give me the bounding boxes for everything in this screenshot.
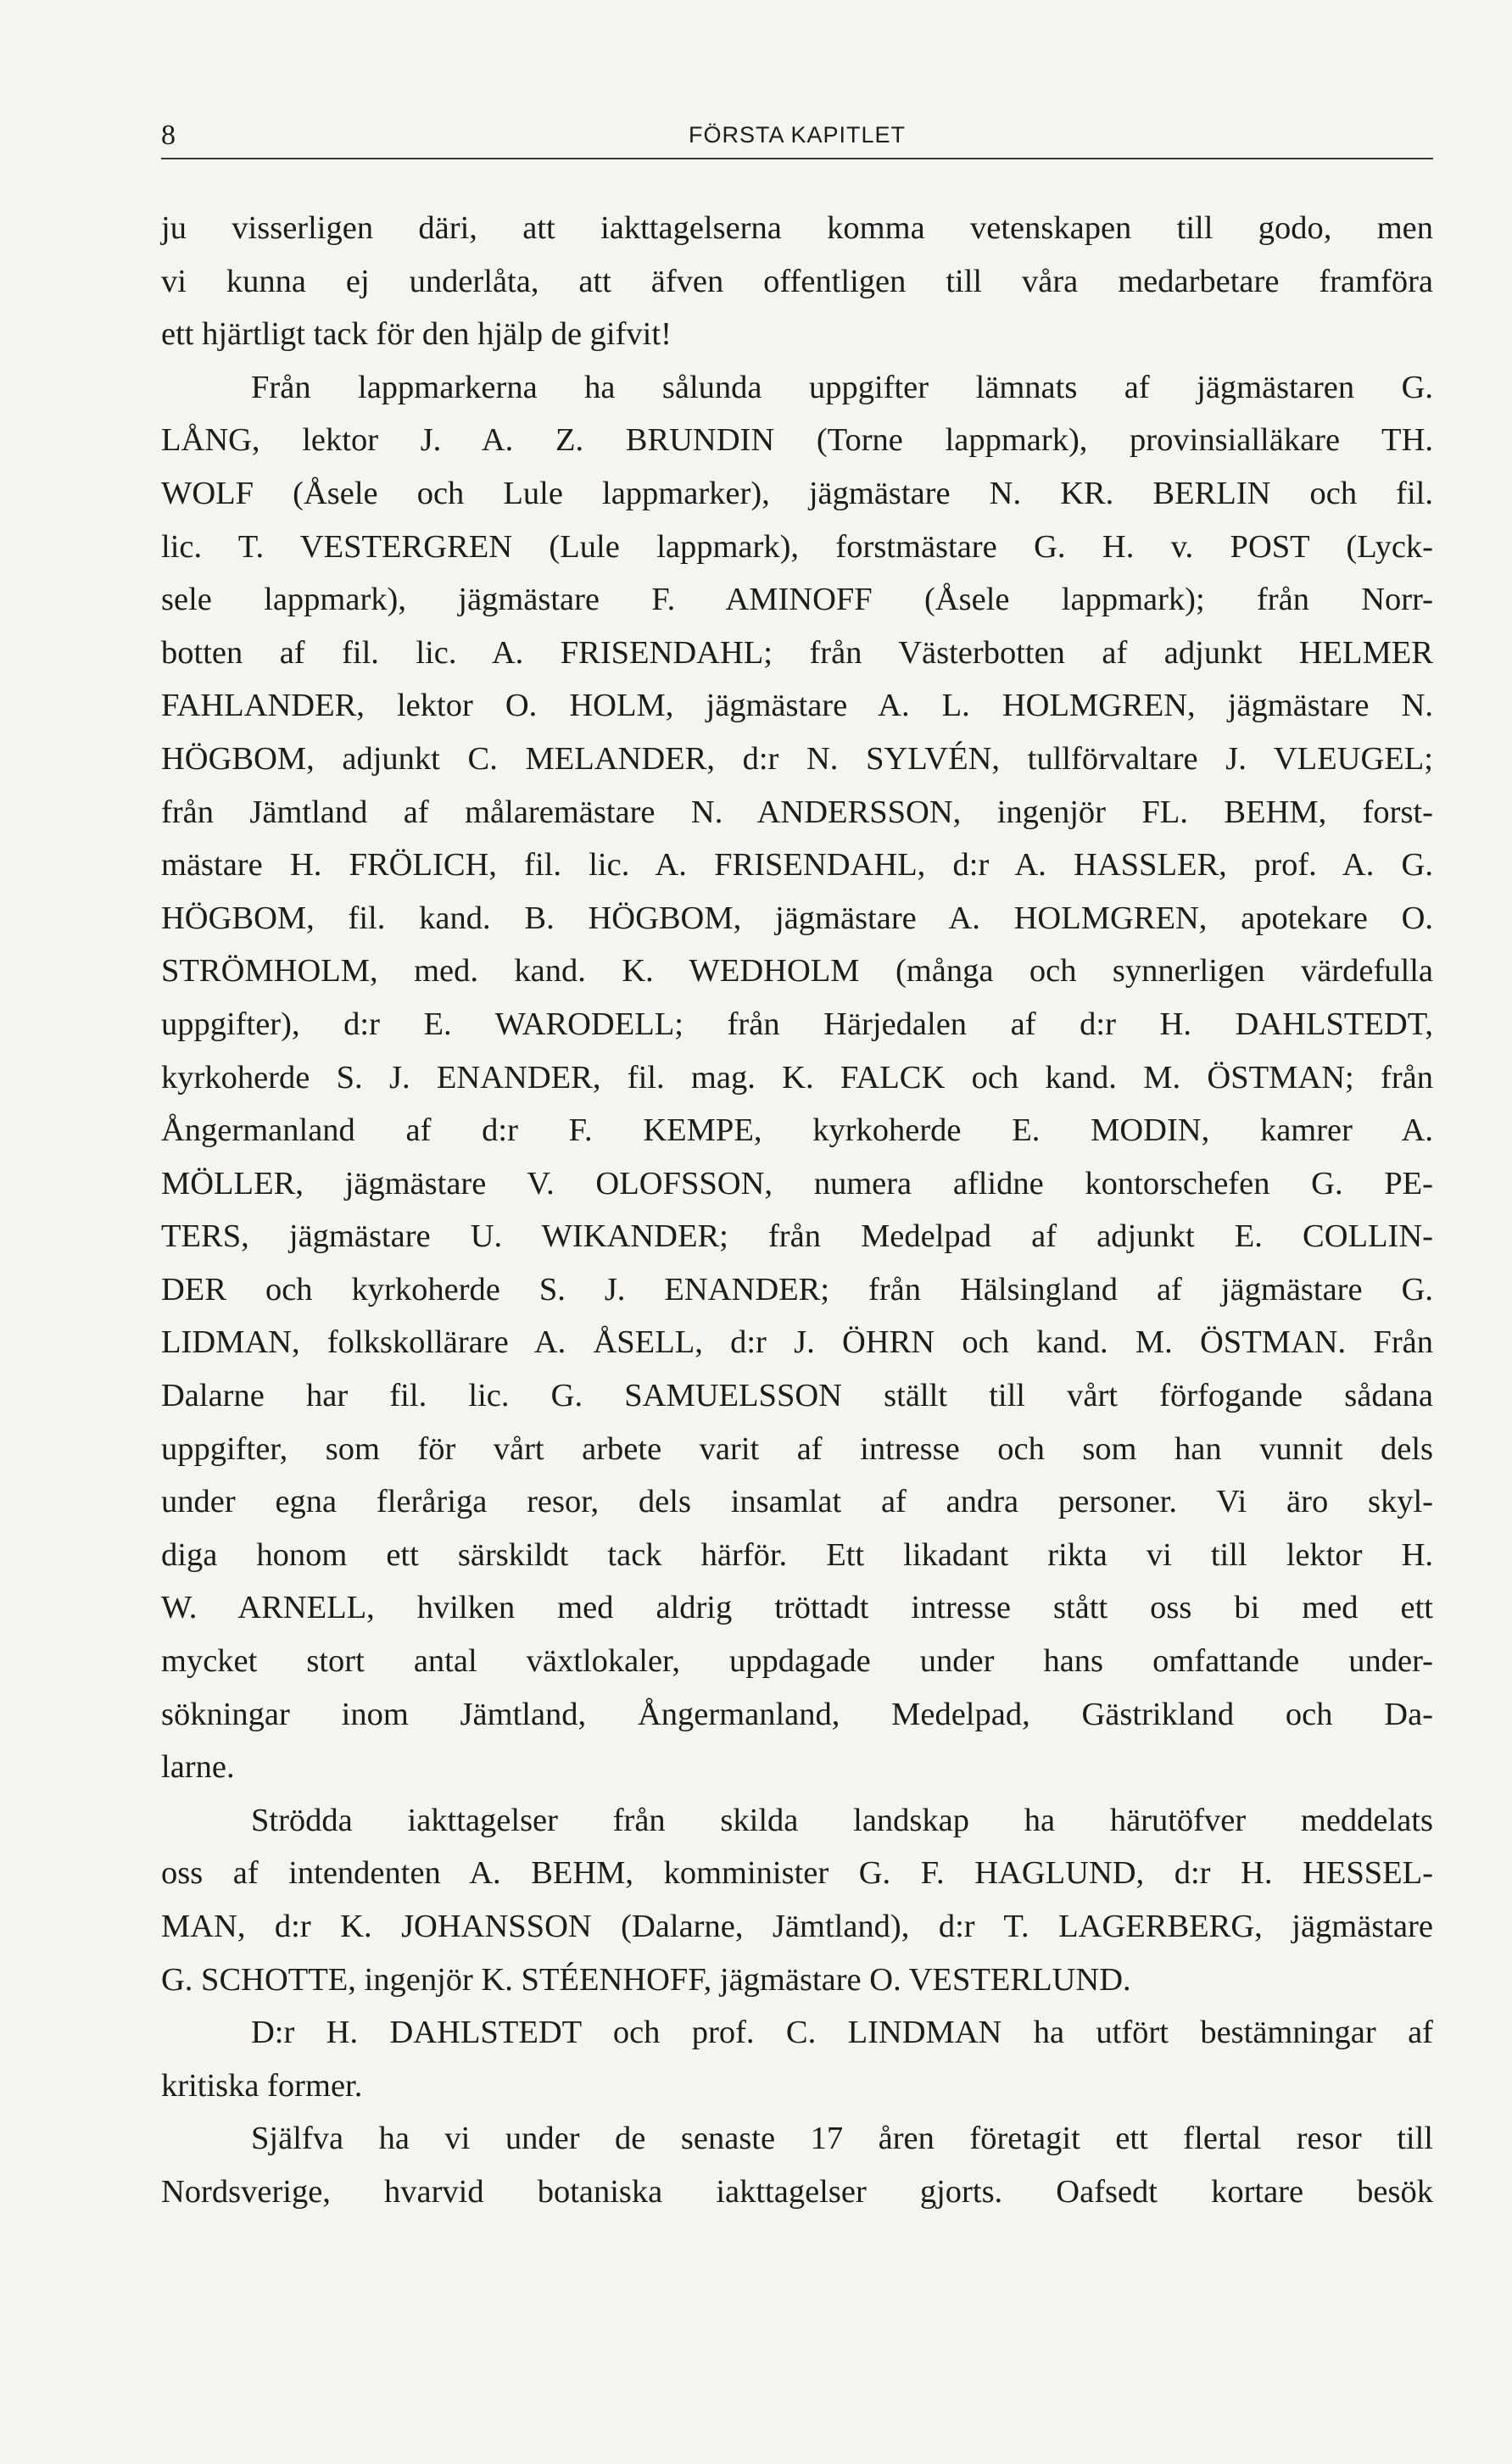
text-line: MÖLLER, jägmästare V. OLOFSSON, numera aflidne kontorschefen G. PE- bbox=[161, 1165, 1433, 1201]
text-line: ett hjärtligt tack för den hjälp de gifvit! bbox=[161, 316, 672, 353]
text-line: FAHLANDER, lektor O. HOLM, jägmästare A. L. HOLMGREN, jägmästare N. bbox=[161, 688, 1433, 724]
text-line: vi kunna ej underlåta, att äfven offentligen till våra medarbetare framföra bbox=[161, 263, 1433, 299]
text-line: lic. T. VESTERGREN (Lule lappmark), forstmästare G. H. v. POST (Lyck- bbox=[161, 528, 1433, 565]
text-line: diga honom ett särskildt tack härför. Ett likadant rikta vi till lektor H. bbox=[161, 1536, 1433, 1573]
text-line: DER och kyrkoherde S. J. ENANDER; från Hälsingland af jägmästare G. bbox=[161, 1271, 1433, 1307]
text-line: kritiska former. bbox=[161, 2067, 363, 2104]
text-line: botten af fil. lic. A. FRISENDAHL; från Västerbotten af adjunkt HELMER bbox=[161, 634, 1433, 671]
text-line: mycket stort antal växtlokaler, uppdagade under hans omfattande under- bbox=[161, 1643, 1433, 1680]
text-line: G. SCHOTTE, ingenjör K. STÉENHOFF, jägmästare O. VESTERLUND. bbox=[161, 1961, 1131, 1998]
text-line: Dalarne har fil. lic. G. SAMUELSSON ställt till vårt förfogande sådana bbox=[161, 1378, 1433, 1414]
text-line: larne. bbox=[161, 1749, 235, 1786]
text-line: LIDMAN, folkskollärare A. ÅSELL, d:r J. ÖHRN och kand. M. ÖSTMAN. Från bbox=[161, 1324, 1433, 1361]
text-line: MAN, d:r K. JOHANSSON (Dalarne, Jämtland), d:r T. LAGERBERG, jägmästare bbox=[161, 1909, 1433, 1944]
text-line: STRÖMHOLM, med. kand. K. WEDHOLM (många och synnerligen värdefulla bbox=[161, 953, 1433, 990]
text-line: oss af intendenten A. BEHM, komminister G. F. HAGLUND, d:r H. HESSEL- bbox=[161, 1855, 1433, 1892]
text-line: mästare H. FRÖLICH, fil. lic. A. FRISENDAHL, d:r A. HASSLER, prof. A. G. bbox=[161, 847, 1433, 884]
text-line: W. ARNELL, hvilken med aldrig tröttadt intresse stått oss bi med ett bbox=[161, 1590, 1433, 1626]
text-line: uppgifter), d:r E. WARODELL; från Härjedalen af d:r H. DAHLSTEDT, bbox=[161, 1006, 1433, 1042]
text-line: Ångermanland af d:r F. KEMPE, kyrkoherde E. MODIN, kamrer A. bbox=[161, 1112, 1433, 1149]
body-text bbox=[161, 202, 1433, 2219]
text-line: kyrkoherde S. J. ENANDER, fil. mag. K. FALCK och kand. M. ÖSTMAN; från bbox=[161, 1059, 1433, 1095]
text-line: HÖGBOM, adjunkt C. MELANDER, d:r N. SYLVÉN, tullförvaltare J. VLEUGEL; bbox=[161, 740, 1433, 777]
text-line: LÅNG, lektor J. A. Z. BRUNDIN (Torne lappmark), provinsialläkare TH. bbox=[161, 422, 1433, 459]
page-header bbox=[161, 117, 1433, 159]
text-line: sele lappmark), jägmästare F. AMINOFF (Åsele lappmark); från Norr- bbox=[161, 582, 1433, 618]
text-line: Själfva ha vi under de senaste 17 åren företagit ett flertal resor till bbox=[251, 2121, 1433, 2157]
text-line: D:r H. DAHLSTEDT och prof. C. LINDMAN ha utfört bestämningar af bbox=[251, 2015, 1433, 2051]
text-line: från Jämtland af målaremästare N. ANDERSSON, ingenjör FL. BEHM, forst- bbox=[161, 794, 1433, 830]
text-line: Strödda iakttagelser från skilda landskap ha härutöfver meddelats bbox=[251, 1802, 1433, 1838]
text-line: Nordsverige, hvarvid botaniska iakttagelser gjorts. Oafsedt kortare besök bbox=[161, 2173, 1433, 2210]
text-line: TERS, jägmästare U. WIKANDER; från Medelpad af adjunkt E. COLLIN- bbox=[161, 1218, 1433, 1255]
text-line: sökningar inom Jämtland, Ångermanland, Medelpad, Gästrikland och Da- bbox=[161, 1696, 1433, 1732]
text-line: HÖGBOM, fil. kand. B. HÖGBOM, jägmästare A. HOLMGREN, apotekare O. bbox=[161, 900, 1433, 936]
text-line: uppgifter, som för vårt arbete varit af intresse och som han vunnit dels bbox=[161, 1430, 1433, 1467]
text-line: WOLF (Åsele och Lule lappmarker), jägmästare N. KR. BERLIN och fil. bbox=[161, 475, 1433, 511]
text-line: Från lappmarkerna ha sålunda uppgifter lämnats af jägmästaren G. bbox=[251, 369, 1433, 405]
page-number: 8 bbox=[161, 120, 176, 151]
running-title: FÖRSTA KAPITLET bbox=[688, 122, 907, 148]
text-line: ju visserligen däri, att iakttagelserna komma vetenskapen till godo, men bbox=[161, 210, 1433, 246]
text-line: under egna fleråriga resor, dels insamlat af andra personer. Vi äro skyl- bbox=[161, 1484, 1433, 1520]
